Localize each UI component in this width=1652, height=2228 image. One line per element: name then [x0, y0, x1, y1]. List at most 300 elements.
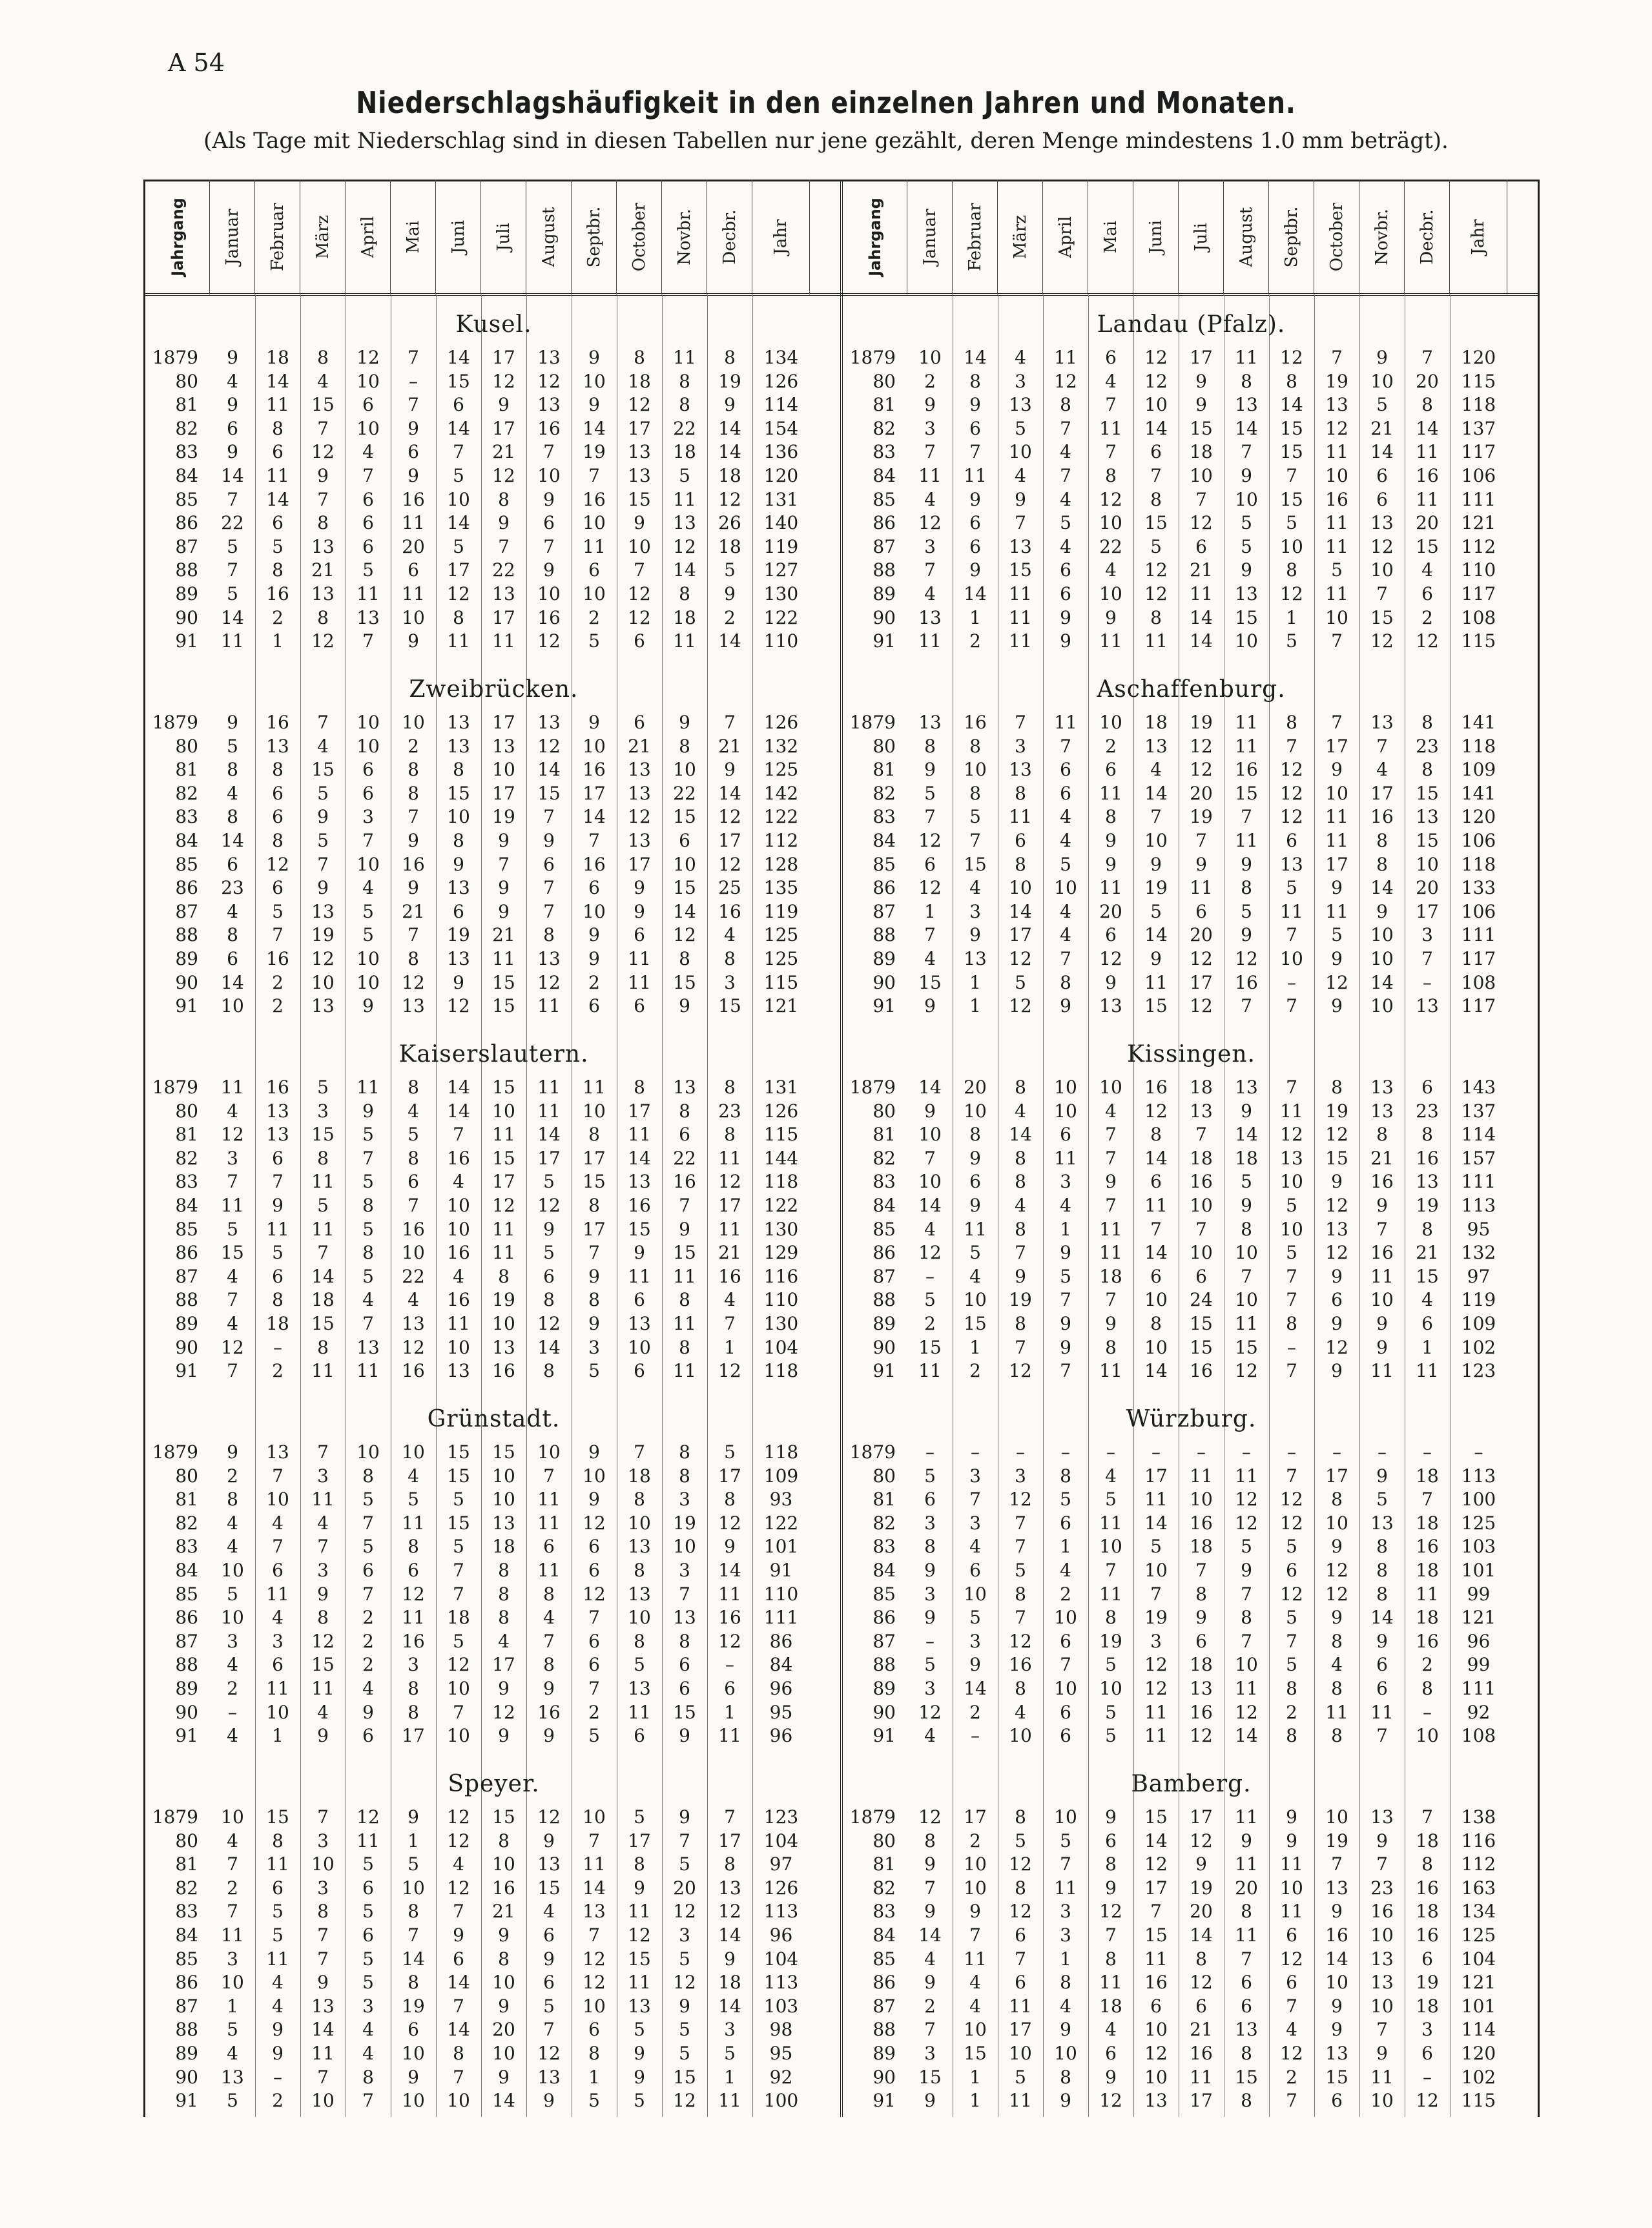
value-cell: 2: [1286, 1701, 1297, 1723]
value-cell: 8: [679, 1100, 690, 1122]
value-cell: 7: [1241, 1948, 1252, 1970]
value-cell: 8: [272, 830, 284, 851]
value-cell: 6: [679, 1124, 690, 1146]
value-cell: 11: [492, 1242, 515, 1264]
value-cell: 8: [408, 1901, 419, 1923]
value-cell: 10: [1099, 583, 1122, 604]
value-cell: 2: [272, 971, 284, 993]
value-cell: 7: [317, 417, 329, 439]
value-cell: 10: [311, 2090, 335, 2112]
value-cell: 15: [673, 1701, 696, 1723]
year-total-cell: 95: [769, 1701, 793, 1723]
year-cell: 86: [175, 1972, 198, 1994]
table-row: [843, 559, 1540, 582]
value-cell: 15: [1416, 1265, 1439, 1287]
value-cell: 11: [673, 347, 696, 368]
value-cell: 13: [492, 583, 515, 604]
value-cell: 11: [1325, 583, 1348, 604]
value-cell: 10: [1325, 1806, 1348, 1828]
value-cell: 6: [634, 995, 645, 1017]
value-cell: 11: [266, 1948, 289, 1970]
value-cell: 14: [492, 2090, 515, 2112]
value-cell: 8: [679, 1465, 690, 1487]
value-cell: 6: [272, 877, 284, 899]
year-total-cell: 154: [763, 417, 799, 439]
year-total-cell: 104: [763, 1336, 799, 1358]
year-cell: 83: [175, 806, 198, 828]
value-cell: 4: [1015, 1100, 1026, 1122]
value-cell: 4: [1015, 1195, 1026, 1216]
value-cell: 14: [1370, 877, 1394, 899]
value-cell: 9: [1376, 1830, 1388, 1852]
value-cell: 14: [447, 417, 470, 439]
table-row: [145, 782, 842, 805]
value-cell: 4: [924, 488, 936, 510]
value-cell: 12: [673, 2090, 696, 2112]
table-row: [145, 417, 842, 440]
value-cell: 5: [543, 1995, 555, 2017]
value-cell: 12: [1190, 735, 1213, 757]
value-cell: 7: [1195, 830, 1207, 851]
value-cell: 14: [447, 2019, 470, 2041]
value-cell: 7: [1150, 806, 1162, 828]
value-cell: 8: [1376, 1583, 1388, 1605]
value-cell: 15: [492, 1806, 515, 1828]
value-cell: –: [1197, 1441, 1206, 1463]
value-cell: 12: [447, 1806, 470, 1828]
value-cell: 2: [969, 1701, 981, 1723]
table-row: [145, 1924, 842, 1947]
year-cell: 88: [175, 924, 198, 946]
value-cell: 21: [492, 1901, 515, 1923]
year-cell: 81: [175, 1489, 198, 1511]
value-cell: 4: [924, 948, 936, 969]
value-cell: 11: [447, 630, 470, 652]
value-cell: 10: [221, 995, 244, 1017]
column-header-label: März: [313, 214, 333, 260]
year-cell: 88: [872, 1289, 896, 1311]
value-cell: 7: [453, 1901, 464, 1923]
value-cell: 13: [628, 1995, 651, 2017]
value-cell: 10: [1190, 1195, 1213, 1216]
value-cell: 5: [1286, 1242, 1297, 1264]
value-cell: 21: [718, 735, 741, 757]
year-cell: 85: [872, 488, 896, 510]
year-cell: 86: [872, 1242, 896, 1264]
value-cell: 5: [1015, 2066, 1026, 2088]
value-cell: 15: [673, 971, 696, 993]
table-row: [843, 1900, 1540, 1923]
value-cell: 3: [227, 1630, 238, 1652]
station-block-grünstadt: [145, 1406, 842, 1748]
table-row: [843, 511, 1540, 535]
value-cell: 14: [718, 1560, 741, 1581]
value-cell: 16: [1235, 971, 1258, 993]
year-total-cell: 129: [763, 1242, 799, 1264]
value-cell: 10: [356, 417, 380, 439]
value-cell: 7: [453, 1560, 464, 1581]
value-cell: 7: [969, 1924, 981, 1946]
year-cell: 87: [175, 535, 198, 557]
year-total-cell: 137: [1461, 417, 1496, 439]
value-cell: –: [925, 1441, 934, 1463]
value-cell: 22: [402, 1265, 425, 1287]
value-cell: 21: [628, 735, 651, 757]
value-cell: 8: [1241, 2043, 1252, 2064]
value-cell: 13: [1325, 1877, 1348, 1899]
value-cell: 8: [1241, 370, 1252, 392]
value-cell: 9: [1376, 900, 1388, 922]
value-cell: 4: [227, 1313, 238, 1334]
value-cell: 12: [1099, 948, 1122, 969]
value-cell: 8: [408, 1147, 419, 1169]
value-cell: 10: [1370, 559, 1394, 581]
value-cell: 8: [317, 1147, 329, 1169]
value-cell: 9: [1331, 1995, 1343, 2017]
value-cell: 8: [1286, 370, 1297, 392]
value-cell: 10: [964, 1583, 987, 1605]
value-cell: 7: [924, 1147, 936, 1169]
value-cell: 14: [718, 782, 741, 804]
value-cell: 10: [492, 1100, 515, 1122]
value-cell: 3: [227, 1948, 238, 1970]
value-cell: 10: [1009, 877, 1032, 899]
value-cell: 8: [724, 1124, 736, 1146]
value-cell: 7: [1286, 735, 1297, 757]
value-cell: 13: [718, 1877, 741, 1899]
value-cell: 5: [724, 2043, 736, 2064]
value-cell: 9: [1286, 1830, 1297, 1852]
value-cell: 9: [362, 1100, 374, 1122]
year-total-cell: 131: [763, 1077, 799, 1098]
year-total-cell: 102: [1461, 1336, 1496, 1358]
table-row: [145, 370, 842, 393]
value-cell: 10: [1099, 712, 1122, 733]
value-cell: 4: [1060, 1995, 1071, 2017]
table-row: [843, 1995, 1540, 2018]
value-cell: 9: [1331, 948, 1343, 969]
value-cell: 6: [1376, 488, 1388, 510]
value-cell: 11: [1235, 1678, 1258, 1699]
value-cell: 11: [628, 1265, 651, 1287]
value-cell: 7: [969, 1489, 981, 1511]
value-cell: 11: [1325, 535, 1348, 557]
value-cell: 12: [1144, 370, 1168, 392]
value-cell: 12: [1144, 347, 1168, 368]
value-cell: 6: [924, 1489, 936, 1511]
value-cell: 10: [628, 1512, 651, 1534]
value-cell: 7: [227, 488, 238, 510]
value-cell: 8: [1105, 1336, 1117, 1358]
value-cell: 9: [1195, 1607, 1207, 1629]
year-cell: 84: [175, 465, 198, 486]
value-cell: 8: [1421, 394, 1433, 416]
value-cell: 16: [583, 488, 606, 510]
value-cell: 6: [969, 1171, 981, 1193]
value-cell: 7: [1105, 394, 1117, 416]
table-row: [843, 782, 1540, 805]
value-cell: 5: [1150, 900, 1162, 922]
year-total-cell: 112: [1461, 535, 1496, 557]
value-cell: 6: [272, 1877, 284, 1899]
column-header-label: April: [1055, 216, 1075, 258]
value-cell: 8: [498, 1583, 510, 1605]
value-cell: 15: [673, 806, 696, 828]
value-cell: 10: [1054, 1607, 1077, 1629]
value-cell: 7: [227, 559, 238, 581]
value-cell: 6: [1195, 1995, 1207, 2017]
value-cell: 5: [272, 1901, 284, 1923]
year-cell: 82: [872, 1147, 896, 1169]
table-row: [145, 1630, 842, 1653]
value-cell: 8: [724, 1077, 736, 1098]
value-cell: 5: [924, 782, 936, 804]
table-row: [843, 1512, 1540, 1535]
value-cell: 11: [1009, 630, 1032, 652]
value-cell: 11: [356, 583, 380, 604]
value-cell: 7: [924, 2019, 936, 2041]
value-cell: 12: [1144, 2043, 1168, 2064]
table-row: [145, 711, 842, 734]
value-cell: 11: [1099, 782, 1122, 804]
value-cell: 9: [969, 1654, 981, 1676]
value-cell: 23: [718, 1100, 741, 1122]
value-cell: 18: [1416, 1995, 1439, 2017]
value-cell: 6: [408, 559, 419, 581]
year-total-cell: 96: [1467, 1630, 1491, 1652]
year-total-cell: 106: [1461, 900, 1496, 922]
value-cell: 1: [969, 1336, 981, 1358]
value-cell: 15: [673, 877, 696, 899]
value-cell: 22: [221, 512, 244, 534]
value-cell: 2: [272, 995, 284, 1017]
value-cell: 9: [679, 1218, 690, 1240]
value-cell: 7: [588, 1830, 600, 1852]
table-row: [843, 1924, 1540, 1947]
year-cell: 1879: [849, 347, 896, 368]
year-total-cell: 110: [763, 630, 799, 652]
value-cell: 8: [679, 1630, 690, 1652]
year-total-cell: 84: [769, 1654, 793, 1676]
value-cell: 11: [1325, 512, 1348, 534]
year-cell: 86: [175, 1242, 198, 1264]
value-cell: 16: [718, 900, 741, 922]
value-cell: 8: [634, 1853, 645, 1875]
value-cell: 13: [402, 1313, 425, 1334]
value-cell: 12: [492, 1195, 515, 1216]
value-cell: 13: [492, 735, 515, 757]
value-cell: 8: [1331, 1630, 1343, 1652]
value-cell: 9: [362, 995, 374, 1017]
year-cell: 82: [872, 782, 896, 804]
value-cell: 15: [964, 2043, 987, 2064]
value-cell: 3: [724, 2019, 736, 2041]
value-cell: 13: [492, 1512, 515, 1534]
value-cell: 13: [1370, 512, 1394, 534]
value-cell: 7: [1195, 1124, 1207, 1146]
value-cell: 1: [969, 971, 981, 993]
value-cell: 10: [918, 1171, 942, 1193]
value-cell: 18: [1235, 1147, 1258, 1169]
value-cell: 1: [724, 2066, 736, 2088]
value-cell: 4: [453, 1171, 464, 1193]
value-cell: 12: [718, 1360, 741, 1382]
table-row: [843, 2018, 1540, 2041]
value-cell: 5: [1060, 1830, 1071, 1852]
value-cell: 7: [1060, 1853, 1071, 1875]
value-cell: 8: [1286, 559, 1297, 581]
value-cell: 5: [588, 1360, 600, 1382]
value-cell: 17: [1009, 924, 1032, 946]
value-cell: 10: [583, 1100, 606, 1122]
value-cell: 17: [718, 1465, 741, 1487]
value-cell: 11: [1009, 606, 1032, 628]
table-row: [843, 2042, 1540, 2065]
year-total-cell: 111: [1461, 1171, 1496, 1193]
value-cell: 6: [1376, 1654, 1388, 1676]
value-cell: 21: [1370, 1147, 1394, 1169]
column-header-septbr-right: [1269, 180, 1314, 294]
table-row: [843, 464, 1540, 488]
value-cell: 9: [1195, 370, 1207, 392]
value-cell: 6: [969, 512, 981, 534]
value-cell: 12: [1235, 948, 1258, 969]
value-cell: 16: [1325, 488, 1348, 510]
year-cell: 1879: [849, 1806, 896, 1828]
value-cell: 7: [1150, 1218, 1162, 1240]
value-cell: 14: [1325, 1948, 1348, 1970]
value-cell: 11: [1416, 441, 1439, 463]
value-cell: 4: [1060, 441, 1071, 463]
value-cell: 6: [1060, 782, 1071, 804]
value-cell: 9: [634, 2066, 645, 2088]
value-cell: 15: [311, 1124, 335, 1146]
value-cell: 14: [1144, 417, 1168, 439]
value-cell: –: [725, 1654, 734, 1676]
value-cell: 6: [272, 806, 284, 828]
value-cell: 16: [1325, 1924, 1348, 1946]
value-cell: 13: [1009, 535, 1032, 557]
value-cell: 15: [1235, 782, 1258, 804]
value-cell: 19: [1190, 712, 1213, 733]
value-cell: 5: [634, 1654, 645, 1676]
year-cell: 1879: [152, 712, 198, 733]
value-cell: 11: [1054, 1877, 1077, 1899]
value-cell: 16: [492, 1877, 515, 1899]
value-cell: 18: [311, 1289, 335, 1311]
value-cell: 8: [1015, 1678, 1026, 1699]
value-cell: 16: [447, 1147, 470, 1169]
year-total-cell: 123: [1461, 1360, 1496, 1382]
value-cell: 13: [628, 1583, 651, 1605]
value-cell: 8: [498, 1830, 510, 1852]
value-cell: 14: [1370, 1607, 1394, 1629]
column-header-label: Mai: [1100, 220, 1120, 254]
value-cell: 15: [673, 2066, 696, 2088]
year-cell: 86: [872, 877, 896, 899]
value-cell: 2: [362, 1630, 374, 1652]
value-cell: 16: [537, 1701, 561, 1723]
year-cell: 1879: [152, 1806, 198, 1828]
value-cell: 19: [673, 1512, 696, 1534]
table-row: [145, 440, 842, 464]
year-cell: 90: [872, 606, 896, 628]
value-cell: 11: [964, 465, 987, 486]
column-header-label: Jahrgang: [865, 198, 884, 276]
table-row: [145, 606, 842, 630]
value-cell: 7: [362, 1147, 374, 1169]
value-cell: 14: [1416, 417, 1439, 439]
year-total-cell: 126: [763, 1877, 799, 1899]
value-cell: 2: [1105, 735, 1117, 757]
table-row: [843, 1170, 1540, 1193]
table-row: [843, 995, 1540, 1018]
value-cell: 8: [1060, 1465, 1071, 1487]
year-cell: 86: [175, 877, 198, 899]
value-cell: 4: [317, 370, 329, 392]
value-cell: 9: [969, 559, 981, 581]
year-cell: 86: [872, 1972, 896, 1994]
value-cell: 11: [537, 1512, 561, 1534]
value-cell: 9: [498, 1725, 510, 1747]
value-cell: 5: [317, 1077, 329, 1098]
value-cell: 10: [1235, 1654, 1258, 1676]
value-cell: 5: [924, 1289, 936, 1311]
value-cell: 4: [227, 1265, 238, 1287]
value-cell: 5: [408, 1124, 419, 1146]
value-cell: 8: [1150, 606, 1162, 628]
year-cell: 89: [175, 583, 198, 604]
value-cell: 15: [1416, 830, 1439, 851]
table-row: [145, 1971, 842, 1994]
value-cell: 5: [1241, 535, 1252, 557]
value-cell: 7: [1195, 488, 1207, 510]
value-cell: 11: [221, 630, 244, 652]
table-row: [145, 1853, 842, 1876]
value-cell: 10: [221, 1972, 244, 1994]
value-cell: 10: [1054, 1077, 1077, 1098]
table-row: [145, 1123, 842, 1146]
value-cell: 7: [1376, 1218, 1388, 1240]
value-cell: 8: [1421, 1678, 1433, 1699]
value-cell: 2: [272, 2090, 284, 2112]
value-cell: 7: [362, 1313, 374, 1334]
value-cell: 7: [453, 1583, 464, 1605]
value-cell: 10: [1280, 948, 1303, 969]
value-cell: 6: [1105, 347, 1117, 368]
value-cell: 9: [588, 712, 600, 733]
table-row: [145, 971, 842, 995]
value-cell: 8: [272, 1830, 284, 1852]
value-cell: 5: [227, 2090, 238, 2112]
value-cell: 12: [718, 1630, 741, 1652]
value-cell: 4: [924, 1725, 936, 1747]
value-cell: 11: [918, 630, 942, 652]
value-cell: 11: [492, 630, 515, 652]
value-cell: 10: [311, 971, 335, 993]
value-cell: 12: [918, 1701, 942, 1723]
value-cell: 9: [1331, 759, 1343, 781]
table-row: [145, 1830, 842, 1853]
value-cell: 6: [543, 853, 555, 875]
value-cell: 17: [1190, 347, 1213, 368]
value-cell: 10: [1009, 441, 1032, 463]
table-row: [843, 1241, 1540, 1264]
table-row: [145, 1265, 842, 1288]
value-cell: 5: [1286, 1654, 1297, 1676]
value-cell: 5: [679, 2043, 690, 2064]
value-cell: 9: [498, 1924, 510, 1946]
